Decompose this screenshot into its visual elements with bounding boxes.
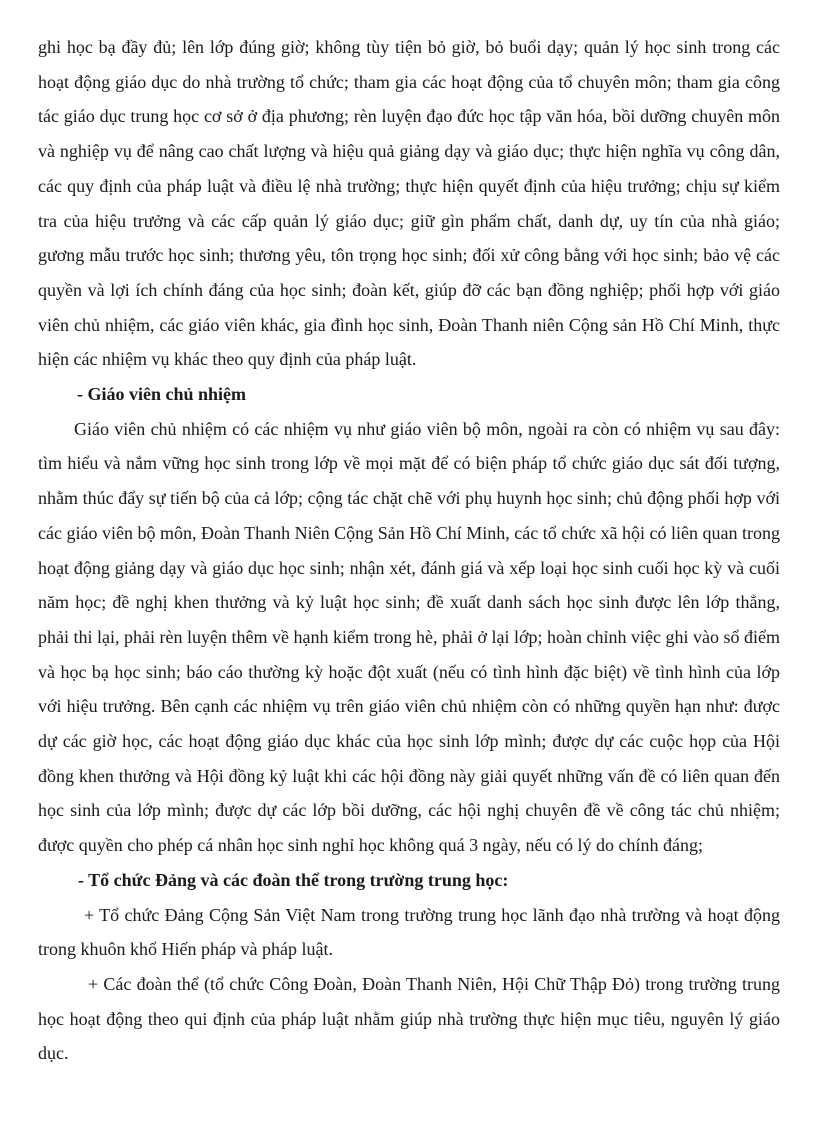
paragraph-mass-organizations: + Các đoàn thể (tổ chức Công Đoàn, Đoàn Thanh Niên, Hội Chữ Thập Đỏ) trong trường trung học hoạt động theo qui định của pháp luật nhằm giúp nhà trường thực hiện mục tiêu, nguyên lý giáo dục. (38, 973, 780, 1064)
document-page (38, 30, 780, 1071)
paragraph-homeroom-teacher-duties: Giáo viên chủ nhiệm có các nhiệm vụ như giáo viên bộ môn, ngoài ra còn có nhiệm vụ sau đây: tìm hiểu và nắm vững học sinh trong lớp về mọi mặt để có biện pháp tổ chức giáo dục sát đối tượng, nhằm thúc đẩy sự tiến bộ của cả lớp; cộng tác chặt chẽ với phụ huynh học sinh; chủ động phối hợp với các giáo viên bộ môn, Đoàn Thanh Niên Cộng Sản Hồ Chí Minh, các tổ chức xã hội có liên quan trong hoạt động giảng dạy và giáo dục học sinh; nhận xét, đánh giá và xếp loại học sinh cuối học kỳ và cuối năm học; đề nghị khen thưởng và kỷ luật học sinh; đề xuất danh sách học sinh được lên lớp thẳng, phải thi lại, phải rèn luyện thêm về hạnh kiểm trong hè, phải ở lại lớp; hoàn chỉnh việc ghi vào sổ điểm và học bạ học sinh; báo cáo thường kỳ hoặc đột xuất (nếu có tình hình đặc biệt) về tình hình của lớp với hiệu trưởng. Bên cạnh các nhiệm vụ trên giáo viên chủ nhiệm còn có những quyền hạn như: được dự các giờ học, các hoạt động giáo dục khác của học sinh lớp mình; được dự các cuộc họp của Hội đồng khen thưởng và Hội đồng kỷ luật khi các hội đồng này giải quyết những vấn đề có liên quan đến học sinh của lớp mình; được dự các lớp bồi dưỡng, các hội nghị chuyên đề về công tác chủ nhiệm; được quyền cho phép cá nhân học sinh nghỉ học không quá 3 ngày, nếu có lý do chính đáng; (38, 418, 780, 856)
section-heading-homeroom-teacher: - Giáo viên chủ nhiệm (77, 384, 247, 405)
paragraph-party-organization: + Tổ chức Đảng Cộng Sản Việt Nam trong trường trung học lãnh đạo nhà trường và hoạt động trong khuôn khổ Hiến pháp và pháp luật. (38, 904, 780, 960)
paragraph-subject-teacher-duties: ghi học bạ đầy đủ; lên lớp đúng giờ; không tùy tiện bỏ giờ, bỏ buổi dạy; quản lý học sinh trong các hoạt động giáo dục do nhà trường tổ chức; tham gia các hoạt động của tổ chuyên môn; tham gia công tác giáo dục trung học cơ sở ở địa phương; rèn luyện đạo đức học tập văn hóa, bồi dưỡng chuyên môn và nghiệp vụ để nâng cao chất lượng và hiệu quả giảng dạy và giáo dục; thực hiện nghĩa vụ công dân, các quy định của pháp luật và điều lệ nhà trường; thực hiện quyết định của hiệu trưởng; chịu sự kiểm tra của hiệu trưởng và các cấp quản lý giáo dục; giữ gìn phẩm chất, danh dự, uy tín của nhà giáo; gương mẫu trước học sinh; thương yêu, tôn trọng học sinh; đối xử công bằng với học sinh; bảo vệ các quyền và lợi ích chính đáng của học sinh; đoàn kết, giúp đỡ các bạn đồng nghiệp; phối hợp với giáo viên chủ nhiệm, các giáo viên khác, gia đình học sinh, Đoàn Thanh niên Cộng sản Hồ Chí Minh, thực hiện các nhiệm vụ khác theo quy định của pháp luật. (38, 37, 780, 370)
section-heading-party-organizations: - Tổ chức Đảng và các đoàn thể trong trường trung học: (78, 869, 509, 890)
